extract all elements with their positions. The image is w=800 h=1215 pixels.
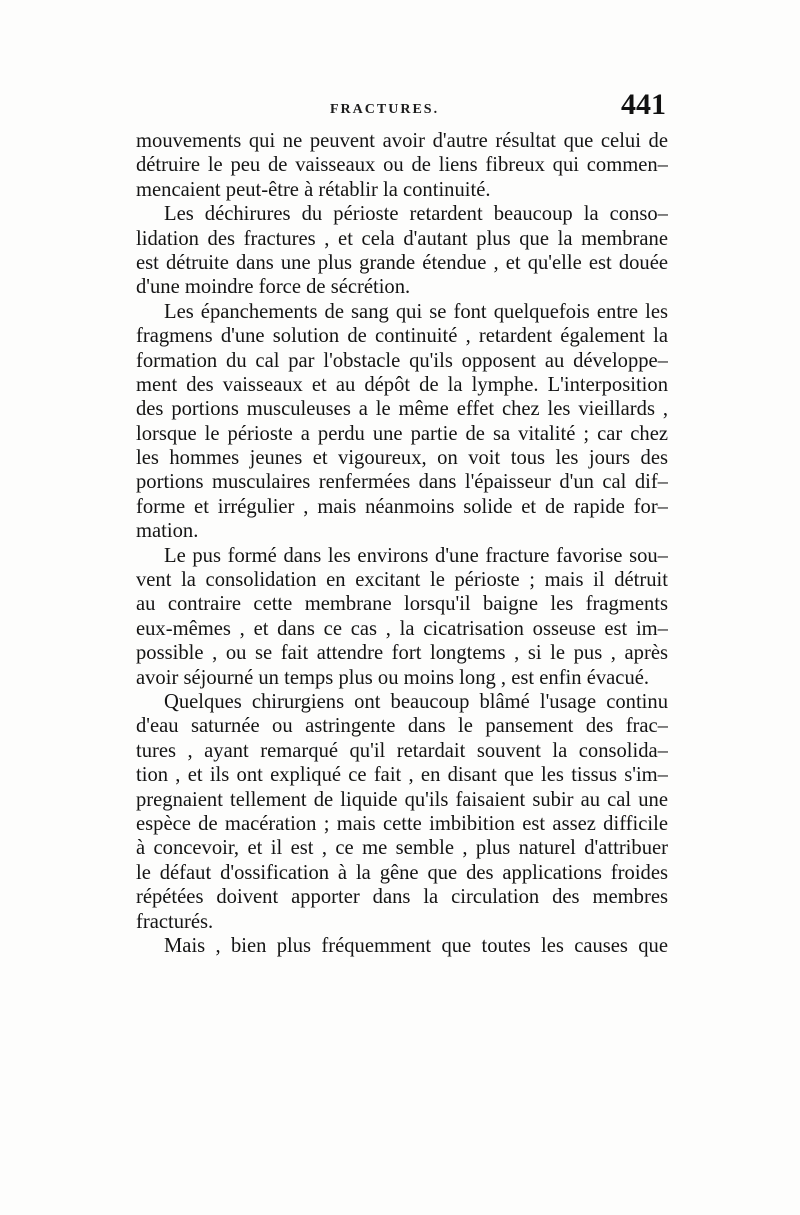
paragraph [136,690,668,934]
text-line: forme et irrégulier , mais néanmoins solide et de rapide for– [136,495,668,518]
text-line: eux-mêmes , et dans ce cas , la cicatrisation osseuse est im– [136,617,668,640]
text-line: Les déchirures du périoste retardent beaucoup la conso– [164,203,668,226]
text-line: avoir séjourné un temps plus ou moins long , est enfin évacué. [136,666,650,689]
text-line: au contraire cette membrane lorsqu'il baigne les fragments [136,593,668,616]
body-text [136,129,668,958]
text-line: lidation des fractures , et cela d'autant plus que la membrane [136,227,668,250]
text-line: portions musculaires renfermées dans l'épaisseur d'un cal dif– [136,471,668,494]
text-line: le défaut d'ossification à la gêne que des applications froides [136,861,668,884]
text-line: lorsque le périoste a perdu une partie de sa vitalité ; car chez [136,422,668,445]
running-header [136,86,666,126]
text-line: les hommes jeunes et vigoureux, on voit tous les jours des [136,447,668,470]
paragraph [136,202,668,300]
paragraph [136,934,668,958]
text-line: d'eau saturnée ou astringente dans le pansement des frac– [136,715,668,738]
text-line: Quelques chirurgiens ont beaucoup blâmé l'usage continu [164,690,668,713]
text-line: ment des vaisseaux et au dépôt de la lymphe. L'interposition [136,373,668,396]
text-line: détruire le peu de vaisseaux ou de liens fibreux qui commen– [136,154,668,177]
text-line: formation du cal par l'obstacle qu'ils opposent au développe– [136,349,668,372]
text-line: pregnaient tellement de liquide qu'ils faisaient subir au cal une [136,788,668,811]
text-line: Mais , bien plus fréquemment que toutes les causes que [164,934,668,957]
paragraph [136,300,668,544]
text-line: d'une moindre force de sécrétion. [136,276,411,299]
text-line: possible , ou se fait attendre fort longtems , si le pus , après [136,642,668,665]
text-line: tion , et ils ont expliqué ce fait , en disant que les tissus s'im– [136,764,668,787]
running-title: FRACTURES. [330,102,440,117]
paragraph [136,129,668,202]
text-line: mouvements qui ne peuvent avoir d'autre résultat que celui de [136,130,668,152]
text-line: mation. [136,520,199,543]
text-line: Le pus formé dans les environs d'une fracture favorise sou– [164,544,668,567]
text-line: fragmens d'une solution de continuité , retardent également la [136,325,668,348]
text-line: est détruite dans une plus grande étendue , et qu'elle est douée [136,251,668,274]
text-line: vent la consolidation en excitant le périoste ; mais il détruit [136,569,668,592]
paragraph [136,544,668,690]
text-line: répétées doivent apporter dans la circulation des membres [136,886,668,909]
text-line: tures , ayant remarqué qu'il retardait souvent la consolida– [136,739,668,762]
text-line: mencaient peut-être à rétablir la continuité. [136,178,491,201]
text-line: des portions musculeuses a le même effet chez les vieillards , [136,398,668,421]
text-line: fracturés. [136,910,214,933]
page-number: 441 [621,88,666,121]
text-line: à concevoir, et il est , ce me semble , plus naturel d'attribuer [136,837,668,860]
text-line: espèce de macération ; mais cette imbibition est assez difficile [136,812,668,835]
text-line: Les épanchements de sang qui se font quelquefois entre les [164,300,668,323]
